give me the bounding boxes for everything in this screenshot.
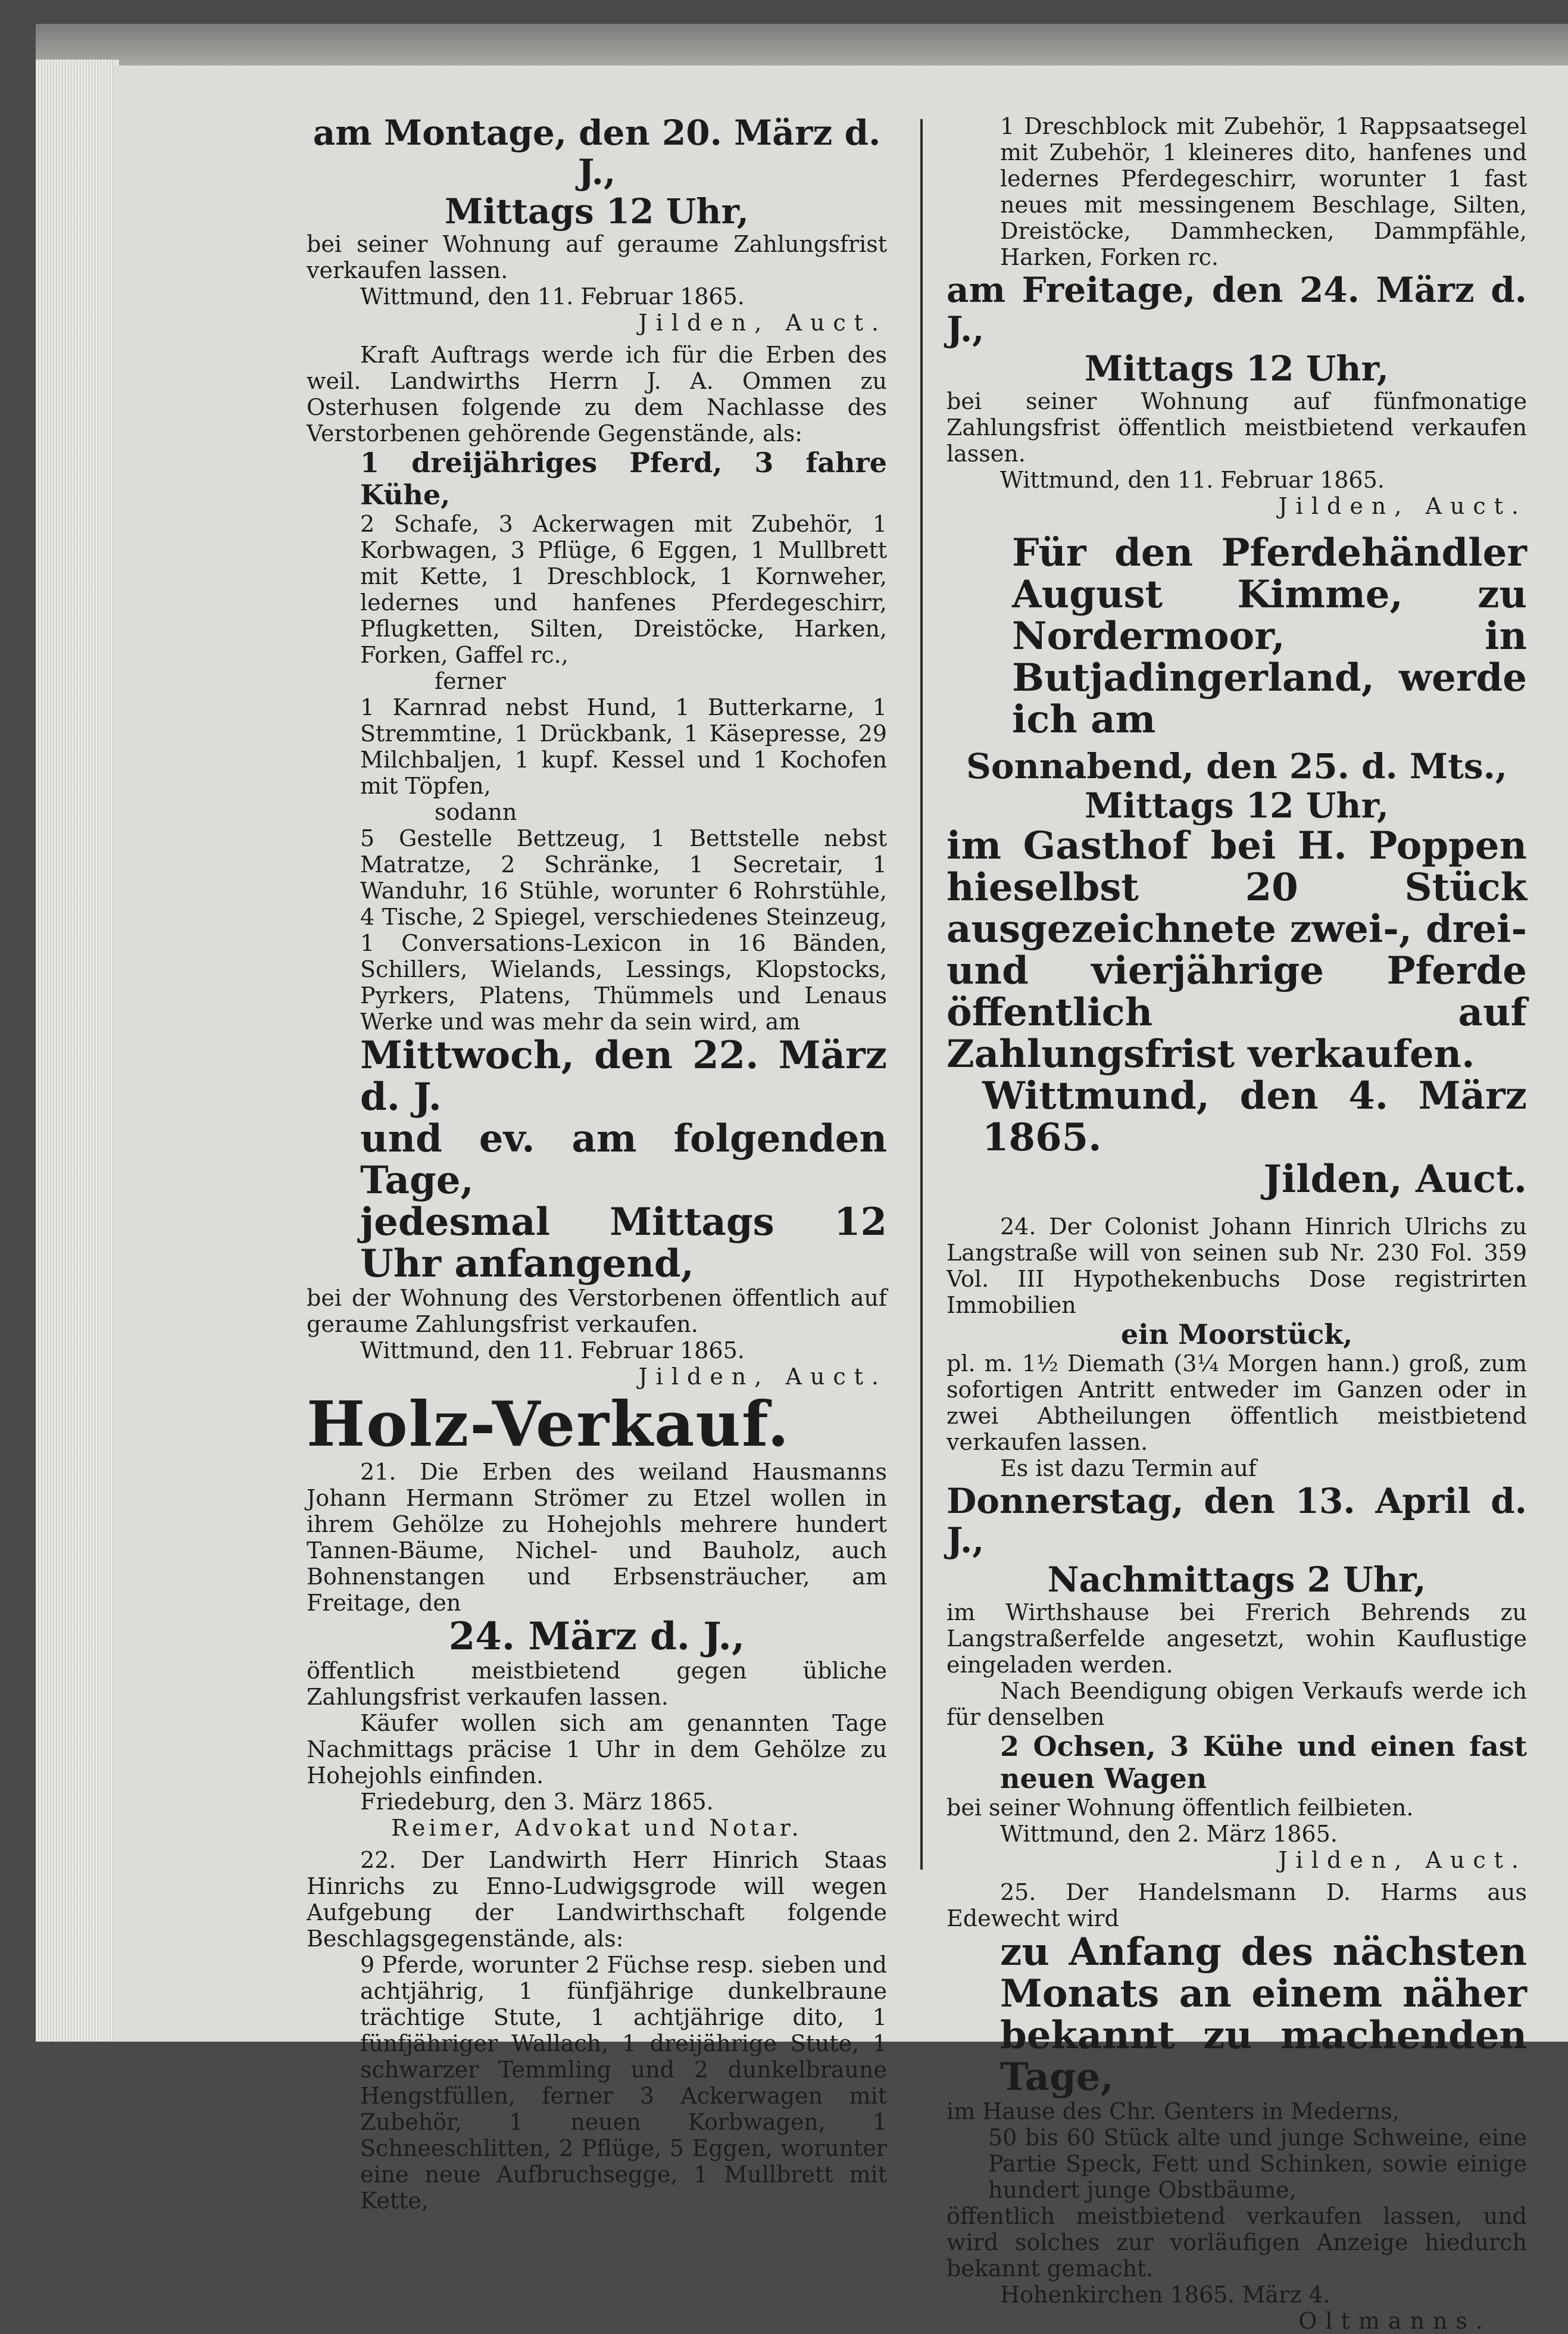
notice-text: öffentlich meistbietend gegen übliche Zahlungsfrist verkaufen lassen. xyxy=(307,1658,887,1710)
item-heading: 1 dreijähriges Pferd, 3 fahre Kühe, xyxy=(360,447,887,511)
large-notice-text: im Gasthof bei H. Poppen hieselbst 20 Stück ausgezeichnete zwei-, drei- und vierjährige Pferde öffentlich auf Zahlungsfrist verkaufen. xyxy=(947,823,1527,1076)
place-date-line: Wittmund, den 11. Februar 1865. xyxy=(360,1337,745,1363)
item-list: 50 bis 60 Stück alte und junge Schweine, eine Partie Speck, Fett und Schinken, sowie einige hundert junge Obstbäume, xyxy=(988,2124,1527,2203)
auction-date-heading: Donnerstag, den 13. April d. J., xyxy=(947,1481,1527,1561)
right-column xyxy=(947,113,1527,2334)
signature: Jilden, Auct. xyxy=(1278,493,1527,519)
book-page-edges xyxy=(36,60,119,2042)
place-date-line: Wittmund, den 4. März 1865. xyxy=(982,1074,1527,1160)
connector-word: sodann xyxy=(435,799,517,825)
notice-text: bei der Wohnung des Verstorbenen öffentlich auf geraume Zahlungsfrist verkaufen. xyxy=(307,1285,887,1337)
notice-text: im Hause des Chr. Genters in Mederns, xyxy=(947,2098,1400,2124)
item-list: 1 Karnrad nebst Hund, 1 Butterkarne, 1 Stremmtine, 1 Drückbank, 1 Käsepresse, 29 Milchbaljen, 1 kupf. Kessel und 1 Kochofen mit Töpfen, xyxy=(360,694,887,799)
notice-text: 24. Der Colonist Johann Hinrich Ulrichs zu Langstraße will von seinen sub Nr. 230 Fol. 359 Vol. III Hypothekenbuchs Dose registrirten Immobilien xyxy=(947,1213,1527,1318)
item-heading: ein Moorstück, xyxy=(1120,1318,1353,1350)
notice-text: Käufer wollen sich am genannten Tage Nachmittags präcise 1 Uhr in dem Gehölze zu Hohejohls einfinden. xyxy=(307,1710,887,1789)
column-divider xyxy=(920,119,923,1870)
signature: Oltmanns. xyxy=(1298,2308,1491,2334)
auction-date-heading: am Freitage, den 24. März d. J., xyxy=(947,270,1527,350)
notice-text: 22. Der Landwirth Herr Hinrich Staas Hinrichs zu Enno-Ludwigsgrode will wegen Aufgebung der Landwirthschaft folgende Beschlagsgegenstände, als: xyxy=(307,1847,887,1952)
item-list: 1 Dreschblock mit Zubehör, 1 Rappsaatsegel mit Zubehör, 1 kleineres dito, hanfenes und ledernes Pferdegeschirr, worunter 1 fast neues mit messingenem Beschlage, Silten, Dreistöcke, Dammhecken, Dammpfähle, Harken, Forken rc. xyxy=(1000,113,1527,270)
place-date-line: Wittmund, den 11. Februar 1865. xyxy=(1000,467,1385,493)
place-date-line: Wittmund, den 11. Februar 1865. xyxy=(360,283,745,310)
large-notice-text: Für den Pferdehändler August Kimme, zu Nordermoor, in Butjadingerland, werde ich am xyxy=(1012,531,1527,742)
place-date-line: Friedeburg, den 3. März 1865. xyxy=(360,1789,714,1815)
auction-date-heading: Mittwoch, den 22. März d. J. xyxy=(360,1033,887,1119)
item-list: 5 Gestelle Bettzeug, 1 Bettstelle nebst Matratze, 2 Schränke, 1 Secretair, 1 Wanduhr, 16 Stühle, worunter 6 Rohrstühle, 4 Tische, 2 Spiegel, verschiedenes Steinzeug, 1 Conversations-Lexicon in 16 Bänden, Schillers, Wielands, Lessings, Klopstocks, Pyrkers, Platens, Thümmels und Lenaus Werke und was mehr da sein wird, am xyxy=(360,825,887,1035)
notice-text: öffentlich meistbietend verkaufen lassen, und wird solches zur vorläufigen Anzeige hiedurch bekannt gemacht. xyxy=(947,2203,1527,2282)
place-date-line: Hohenkirchen 1865. März 4. xyxy=(1000,2282,1330,2308)
notice-text: Kraft Auftrags werde ich für die Erben des weil. Landwirths Herrn J. A. Ommen zu Osterhusen folgende zu dem Nachlasse des Verstorbenen gehörende Gegenstände, als: xyxy=(307,342,887,447)
notice-text: Nach Beendigung obigen Verkaufs werde ich für denselben xyxy=(947,1678,1527,1730)
item-list: 9 Pferde, worunter 2 Füchse resp. sieben und achtjährig, 1 fünfjährige dunkelbraune trächtige Stute, 1 achtjährige dito, 1 fünfjähriger Wallach, 1 dreijährige Stute, 1 schwarzer Temmling und 2 dunkelbraune Hengstfüllen, ferner 3 Ackerwagen mit Zubehör, 1 neuen Korbwagen, 1 Schneeschlitten, 2 Pflüge, 5 Eggen, worunter eine neue Aufbruchsegge, 1 Mullbrett mit Kette, xyxy=(360,1952,887,2214)
signature: Reimer, Advokat und Notar. xyxy=(391,1815,802,1841)
notice-text: pl. m. 1½ Diemath (3¼ Morgen hann.) groß, zum sofortigen Antritt entweder im Ganzen oder in zwei Abtheilungen öffentlich meistbietend verkaufen lassen. xyxy=(947,1350,1527,1455)
auction-time-heading: jedesmal Mittags 12 Uhr anfangend, xyxy=(360,1200,887,1286)
item-heading: 2 Ochsen, 3 Kühe und einen fast neuen Wagen xyxy=(1000,1730,1527,1795)
connector-word: ferner xyxy=(435,668,506,694)
signature: Jilden, Auct. xyxy=(1278,1847,1527,1873)
auction-date-heading: Sonnabend, den 25. d. Mts., xyxy=(966,746,1507,787)
auction-time-heading: Mittags 12 Uhr, xyxy=(1085,348,1389,389)
notice-text: Es ist dazu Termin auf xyxy=(1000,1455,1257,1481)
left-column xyxy=(307,113,887,2214)
auction-date-heading: zu Anfang des nächsten Monats an einem näher bekannt zu machenden Tage, xyxy=(1000,1930,1527,2099)
notice-text: im Wirthshause bei Frerich Behrends zu Langstraßerfelde angesetzt, wohin Kauflustige eingeladen werden. xyxy=(947,1599,1527,1678)
signature: Jilden, Auct. xyxy=(1263,1157,1527,1202)
item-list: 2 Schafe, 3 Ackerwagen mit Zubehör, 1 Korbwagen, 3 Pflüge, 6 Eggen, 1 Mullbrett mit Kette, 1 Dreschblock, 1 Kornweher, ledernes und hanfenes Pferdegeschirr, Pflugketten, Silten, Dreistöcke, Harken, Forken, Gaffel rc., xyxy=(360,511,887,668)
auction-date-heading: und ev. am folgenden Tage, xyxy=(360,1116,887,1203)
auction-time-heading: Mittags 12 Uhr, xyxy=(445,191,749,232)
place-date-line: Wittmund, den 2. März 1865. xyxy=(1000,1821,1338,1847)
notice-text: 25. Der Handelsmann D. Harms aus Edewecht wird xyxy=(947,1879,1527,1932)
signature: Jilden, Auct. xyxy=(638,1363,887,1390)
auction-time-heading: Mittags 12 Uhr, xyxy=(1085,785,1389,826)
auction-date-heading: 24. März d. J., xyxy=(448,1614,745,1659)
notice-text: bei seiner Wohnung öffentlich feilbieten. xyxy=(947,1795,1414,1821)
notice-text: bei seiner Wohnung auf fünfmonatige Zahlungsfrist öffentlich meistbietend verkaufen lassen. xyxy=(947,388,1527,467)
auction-date-heading: am Montage, den 20. März d. J., xyxy=(313,113,881,192)
signature: Jilden, Auct. xyxy=(638,310,887,336)
notice-text: bei seiner Wohnung auf geraume Zahlungsfrist verkaufen lassen. xyxy=(307,231,887,283)
notice-text: 21. Die Erben des weiland Hausmanns Johann Hermann Strömer zu Etzel wollen in ihrem Gehölze zu Hohejohls mehrere hundert Tannen-Bäume, Nichel- und Bauholz, auch Bohnenstangen und Erbsensträucher, am Freitage, den xyxy=(307,1459,887,1616)
section-title: Holz-Verkauf. xyxy=(307,1387,791,1461)
auction-time-heading: Nachmittags 2 Uhr, xyxy=(1047,1559,1426,1600)
